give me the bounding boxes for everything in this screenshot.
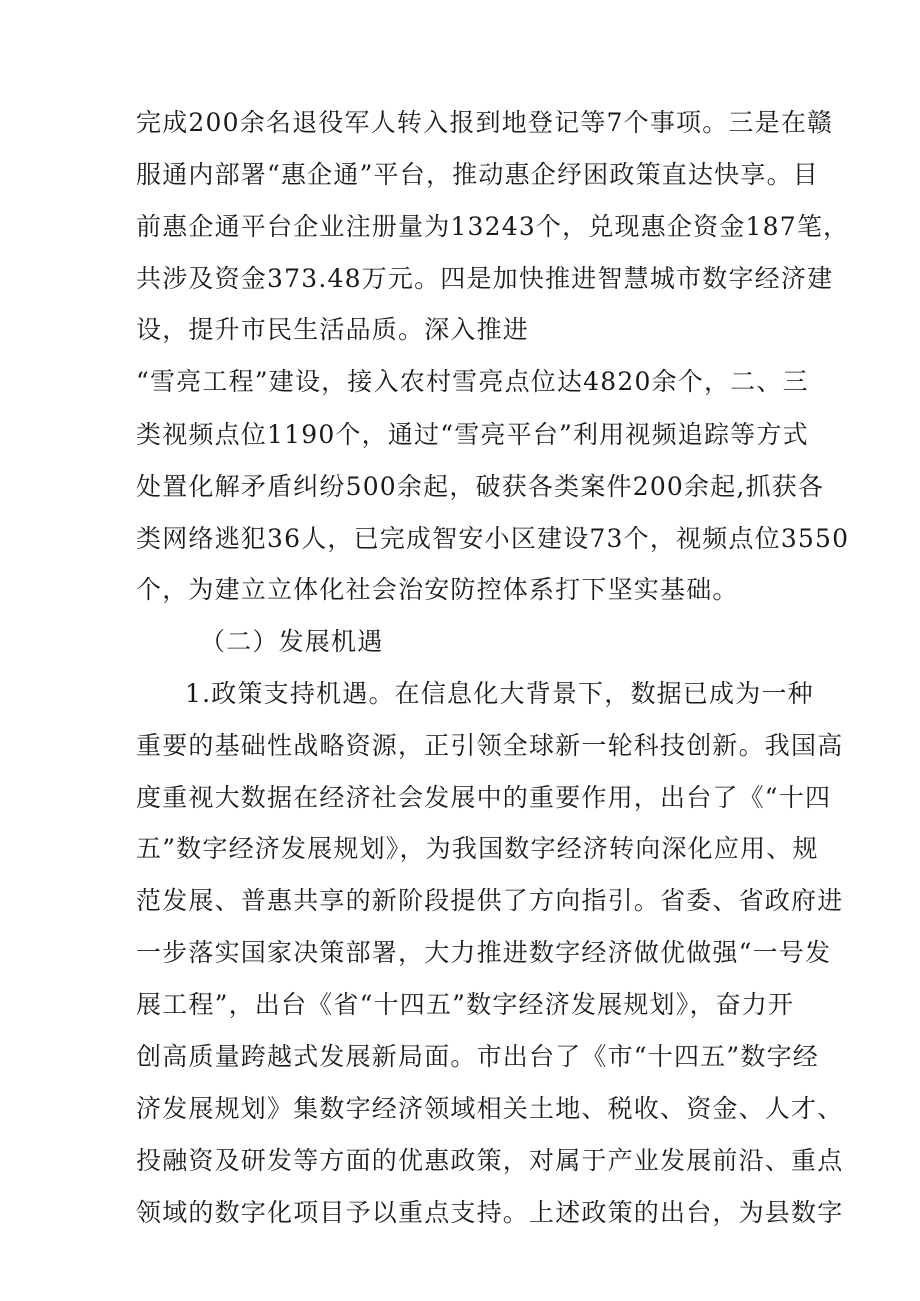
body-text-line: 共涉及资金373.48万元。四是加快推进智慧城市数字经济建 [136, 264, 834, 293]
body-text-line: “雪亮工程”建设，接入农村雪亮点位达4820余个，二、三 [136, 367, 809, 396]
section-heading: （二）发展机遇 [200, 627, 384, 656]
body-text-line: 创高质量跨越式发展新局面。市出台了《市“十四五”数字经 [136, 1042, 819, 1071]
body-text-line: 五”数字经济发展规划》，为我国数字经济转向深化应用、规 [136, 834, 819, 863]
body-text-line: 范发展、普惠共享的新阶段提供了方向指引。省委、省政府进 [136, 886, 844, 915]
body-text-line: 完成200余名退役军人转入报到地登记等7个事项。三是在赣 [136, 108, 834, 137]
body-text-line: 投融资及研发等方面的优惠政策，对属于产业发展前沿、重点 [136, 1146, 844, 1175]
body-text-line: 济发展规划》集数字经济领域相关土地、税收、资金、人才、 [136, 1094, 844, 1123]
body-text-line: 类网络逃犯36人，已完成智安小区建设73个，视频点位3550 [136, 524, 850, 553]
body-text-line: 类视频点位1190个，通过“雪亮平台”利用视频追踪等方式 [136, 420, 809, 449]
body-text-line: 个，为建立立体化社会治安防控体系打下坚实基础。 [136, 575, 739, 604]
body-text-line: 设，提升市民生活品质。深入推进 [136, 315, 530, 344]
body-text-line: 度重视大数据在经济社会发展中的重要作用，出台了《“十四 [136, 783, 832, 812]
body-text-line: 一步落实国家决策部署，大力推进数字经济做优做强“一号发 [136, 938, 832, 967]
body-text-line: 前惠企通平台企业注册量为13243个，兑现惠企资金187笔， [136, 212, 850, 241]
body-text-line: 服通内部署“惠企通”平台，推动惠企纾困政策直达快享。目 [136, 160, 819, 189]
paragraph-first-line: 1.政策支持机遇。在信息化大背景下，数据已成为一种 [185, 679, 814, 708]
body-text-line: 展工程”，出台《省“十四五”数字经济发展规划》，奋力开 [136, 990, 795, 1019]
body-text-line: 领域的数字化项目予以重点支持。上述政策的出台，为县数字 [136, 1198, 844, 1227]
body-text-line: 处置化解矛盾纠纷500余起，破获各类案件200余起,抓获各 [136, 472, 825, 501]
body-text-line: 重要的基础性战略资源，正引领全球新一轮科技创新。我国高 [136, 731, 844, 760]
